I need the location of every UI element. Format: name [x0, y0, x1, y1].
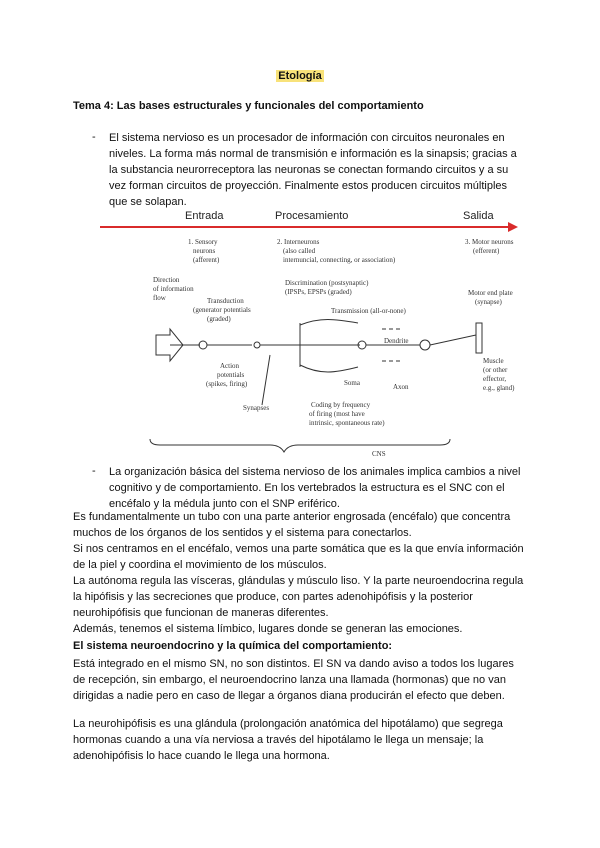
svg-text:Muscle: Muscle	[483, 357, 504, 365]
svg-text:of information: of information	[153, 285, 194, 293]
neuron-diagram	[90, 205, 520, 460]
svg-text:1. Sensory: 1. Sensory	[188, 238, 218, 246]
text-line: la hipófisis y las secreciones que produce, con partes adenohipófisis y la posterior	[73, 591, 473, 603]
svg-text:(synapse): (synapse)	[475, 298, 502, 306]
svg-text:(IPSPs, EPSPs (graded): (IPSPs, EPSPs (graded)	[285, 288, 352, 296]
discrimination-label	[285, 279, 369, 296]
cns-label: CNS	[372, 450, 386, 458]
neuron-drawing	[150, 320, 482, 453]
soma-label: Soma	[344, 379, 360, 387]
dendrite-label: Dendrite	[384, 337, 409, 345]
motor-soma	[420, 340, 430, 350]
svg-text:(also called: (also called	[283, 247, 316, 255]
document-title: Etología	[278, 70, 322, 82]
synapses-pointer	[262, 355, 270, 405]
svg-text:Direction: Direction	[153, 276, 180, 284]
svg-text:Transduction: Transduction	[207, 297, 244, 305]
svg-text:neurons: neurons	[193, 247, 216, 255]
svg-text:of firing (most have: of firing (most have	[309, 410, 365, 418]
text-line: encéfalo y la médula junto con el SNP eriférico.	[109, 498, 340, 510]
transmission-label: Transmission (all-or-none)	[331, 307, 406, 315]
text-line: El sistema nervioso es un procesador de información con circuitos neuronales en	[109, 132, 505, 144]
text-line: dirigidas a nadie pero en caso de llegar a órganos diana producirán el efecto que deben.	[73, 690, 505, 702]
sensory-label	[188, 238, 220, 264]
flow-arrowhead	[508, 222, 518, 232]
paragraph-neuroendocrine	[73, 656, 533, 704]
text-line: que se solapan.	[109, 196, 187, 208]
transduction-label	[193, 297, 251, 323]
coding-label	[309, 401, 385, 427]
text-line: Además, tenemos el sistema límbico, lugares donde se generan las emociones.	[73, 623, 463, 635]
svg-text:Discrimination (postsynaptic): Discrimination (postsynaptic)	[285, 279, 369, 287]
text-line: niveles. La forma más normal de transmisión e información es la sinapsis; gracias a	[109, 148, 517, 160]
svg-text:effector,: effector,	[483, 375, 507, 383]
text-line: hormonas cuando a una vía nerviosa a través del hipotálamo le llega un mensaje; la	[73, 734, 484, 746]
svg-text:internuncial, connecting, or a: internuncial, connecting, or association)	[283, 256, 396, 264]
svg-text:flow: flow	[153, 294, 166, 302]
text-line: vez forman circuitos de proyección. Finalmente estos producen circuitos múltiples	[109, 180, 508, 192]
cns-brace	[150, 439, 450, 452]
text-line: La autónoma regula las vísceras, glándulas y músculo liso. Y la parte neuroendocrina regula	[73, 575, 524, 587]
text-line: la substancia neurorreceptora las neuronas se conectan formando circuitos y a su	[109, 164, 509, 176]
interneurons-label	[277, 238, 396, 264]
text-line: adenohipófisis lo hace cuando le llega una hormona.	[73, 750, 330, 762]
text-line: muchos de los órganos de los sentidos y el sistema para conectarlos.	[73, 527, 412, 539]
text-line: de recepción, sin embargo, el neuroendocrino lanza una llamada (hormonas) que no van	[73, 674, 506, 686]
svg-text:(afferent): (afferent)	[193, 256, 220, 264]
header-entrada: Entrada	[185, 210, 224, 222]
muscle-block	[476, 323, 482, 353]
bullet-paragraph-2	[109, 464, 529, 512]
motor-end-plate-label	[468, 289, 513, 306]
section-heading: El sistema neuroendocrino y la química del comportamiento:	[73, 640, 393, 652]
svg-text:(graded): (graded)	[207, 315, 231, 323]
receptor-ending	[199, 341, 207, 349]
text-line: La neurohipófisis es una glándula (prolongación anatómica del hipotálamo) que segrega	[73, 718, 503, 730]
svg-text:(generator potentials: (generator potentials	[193, 306, 251, 314]
synapses-label: Synapses	[243, 404, 270, 412]
paragraph-nervous-system	[73, 509, 533, 637]
svg-text:(or other: (or other	[483, 366, 508, 374]
motor-axon	[430, 335, 476, 345]
upper-pathway	[300, 320, 358, 326]
header-salida: Salida	[463, 210, 494, 222]
text-line: neurohipófisis que funcionan de maneras diferentes.	[73, 607, 329, 619]
paragraph-neurohipofisis	[73, 716, 533, 764]
text-line: cognitivo y de comportamiento. En los vertebrados la estructura es el SNC con el	[109, 482, 505, 494]
direction-label	[153, 276, 194, 302]
axon-label: Axon	[393, 383, 409, 391]
svg-text:potentials: potentials	[217, 371, 245, 379]
synapse-1	[254, 342, 260, 348]
lower-pathway	[300, 365, 358, 372]
text-line: La organización básica del sistema nervioso de los animales implica cambios a nivel	[109, 466, 521, 478]
action-potentials-label	[206, 362, 248, 388]
text-line: de la piel y coordina el movimiento de los músculos.	[73, 559, 327, 571]
svg-text:(spikes, firing): (spikes, firing)	[206, 380, 248, 388]
svg-text:(efferent): (efferent)	[473, 247, 500, 255]
svg-text:intrinsic, spontaneous rate): intrinsic, spontaneous rate)	[309, 419, 385, 427]
header-procesamiento: Procesamiento	[275, 210, 349, 222]
text-line: Si nos centramos en el encéfalo, vemos una parte somática que es la que envía información	[73, 543, 524, 555]
topic-heading: Tema 4: Las bases estructurales y funcionales del comportamiento	[73, 100, 424, 112]
svg-text:3. Motor neurons: 3. Motor neurons	[465, 238, 514, 246]
bullet-marker: -	[92, 131, 96, 143]
muscle-label	[483, 357, 515, 392]
svg-text:Motor end plate: Motor end plate	[468, 289, 513, 297]
bullet-paragraph-1	[109, 130, 529, 210]
text-line: Es fundamentalmente un tubo con una parte anterior engrosada (encéfalo) que concentra	[73, 511, 511, 523]
motor-label	[465, 238, 514, 255]
bullet-marker: -	[92, 465, 96, 477]
svg-text:2. Interneurons: 2. Interneurons	[277, 238, 320, 246]
svg-text:Action: Action	[220, 362, 240, 370]
text-line: Está integrado en el mismo SN, no son distintos. El SN va dando aviso a todos los lugares	[73, 658, 514, 670]
svg-text:e.g., gland): e.g., gland)	[483, 384, 515, 392]
svg-text:Coding by frequency: Coding by frequency	[311, 401, 371, 409]
